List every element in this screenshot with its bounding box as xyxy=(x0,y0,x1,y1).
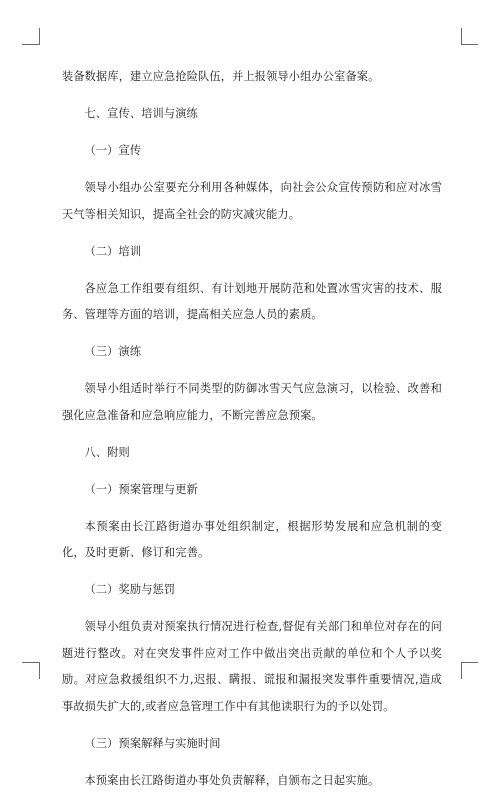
subsection-heading: （一）预案管理与更新 xyxy=(84,482,198,496)
crop-mark-bottom-left xyxy=(39,662,40,679)
subsection-heading: （二）奖励与惩罚 xyxy=(84,583,176,596)
crop-mark-bottom-right xyxy=(461,662,478,663)
body-paragraph: 领导小组适时举行不同类型的防御冰雪天气应急演习，以检验、改善和强化应急准备和应急响应能力，不断完善应急预案。 xyxy=(62,382,442,422)
document-body xyxy=(62,64,442,805)
subsection-heading: （三）预案解释与实施时间 xyxy=(84,736,221,750)
body-paragraph: 领导小组负责对预案执行情况进行检查,督促有关部门和单位对存在的问题进行整改。对在突发事件应对工作中做出突出贡献的单位和个人予以奖励。对应急救援组织不力,迟报、瞒报、谎报和漏报突发事件重要情况,造成事故损失扩大的,或者应急管理工作中有其他读职行为的予以处罚。 xyxy=(62,620,442,713)
crop-mark-bottom-left xyxy=(22,662,39,663)
section-heading: 八、附则 xyxy=(84,445,130,459)
section-heading: 七、宣传、培训与演练 xyxy=(84,107,198,120)
crop-mark-top-left xyxy=(22,44,39,45)
subsection-heading: （二）培训 xyxy=(84,244,142,258)
crop-mark-top-right xyxy=(461,28,462,45)
body-paragraph: 本预案由长江路街道办事处负责解释，自颁布之日起实施。 xyxy=(84,773,380,787)
body-paragraph: 领导小组办公室要充分利用各种媒体，向社会公众宣传预防和应对冰雪天气等相关知识，提高全社会的防灾减灾能力。 xyxy=(62,181,442,221)
subsection-heading: （三）演练 xyxy=(84,345,142,358)
crop-mark-bottom-right xyxy=(461,662,462,679)
crop-mark-top-left xyxy=(39,28,40,45)
body-paragraph: 本预案由长江路街道办事处组织制定，根据形势发展和应急机制的变化，及时更新、修订和完善。 xyxy=(62,519,442,559)
body-paragraph: 装备数据库，建立应急抢险队伍，并上报领导小组办公室备案。 xyxy=(62,70,380,83)
body-paragraph: 各应急工作组要有组织、有计划地开展防范和处置冰雪灾害的技术、服务、管理等方面的培训，提高相关应急人员的素质。 xyxy=(62,281,442,321)
crop-mark-top-right xyxy=(461,44,478,45)
subsection-heading: （一）宣传 xyxy=(84,144,142,157)
